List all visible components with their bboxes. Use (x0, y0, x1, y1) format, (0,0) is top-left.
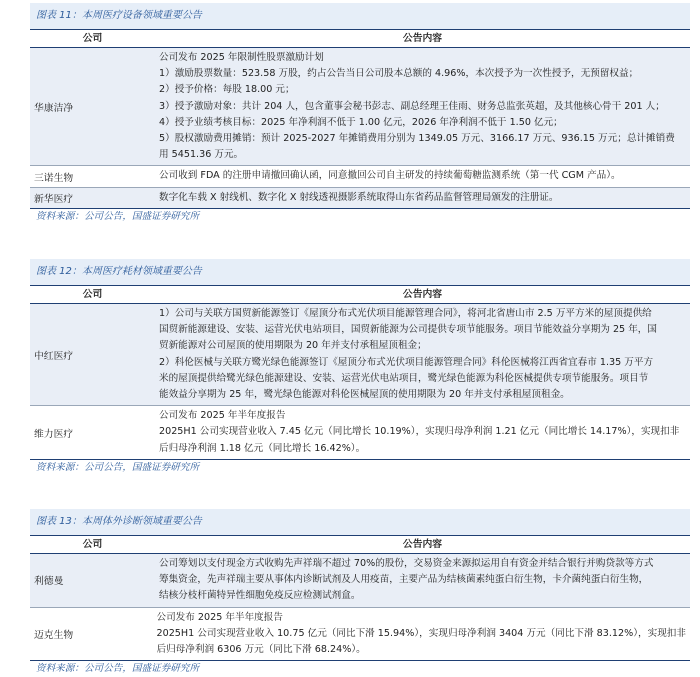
company-name: 迈克生物 (34, 629, 74, 641)
content-line: 公司发布 2025 年半年度报告 (159, 410, 286, 422)
figure-title: 图表 11：本周医疗设备领域重要公告 (30, 3, 690, 29)
announcement-content (155, 48, 690, 165)
figure-title: 图表 13：本周体外诊断领域重要公告 (30, 509, 690, 535)
announcement-content (155, 304, 690, 405)
content-line: 后归母净利润 1.18 亿元（同比增长 16.42%）。 (159, 442, 366, 454)
content-line: 2025H1 公司实现营业收入 7.45 亿元（同比增长 10.19%），实现归母净利润 1.21 亿元（同比增长 14.17%），实现扣非 (159, 426, 680, 438)
content-line: 2）授予价格：每股 18.00 元； (159, 84, 295, 96)
content-line: 结核分枝杆菌特异性细胞免疫反应检测试剂盒。 (159, 590, 361, 602)
announcement-content (155, 166, 690, 186)
announcement-content (155, 188, 690, 208)
section-ivd (30, 509, 690, 677)
table-header (30, 30, 690, 48)
table-row (30, 554, 690, 607)
company-name: 维力医疗 (34, 428, 74, 440)
announcement-table (30, 535, 690, 661)
source-note: 资料来源：公司公告，国盛证券研究所 (36, 663, 200, 675)
content-line: 数字化车载 X 射线机、数字化 X 射线透视摄影系统取得山东省药品监督管理局颁发的注册证。 (159, 191, 559, 203)
header-company: 公司 (82, 539, 103, 550)
content-line: 公司筹划以支付现金方式收购先声祥瑞不超过 70%的股份，交易资金来源拟运用自有资金并结合银行并购贷款等方式 (159, 558, 654, 569)
content-line: 4）授予业绩考核目标：2025 年净利润不低于 1.00 亿元，2026 年净利润不低于 1.50 亿元； (159, 116, 563, 128)
content-line: 2）科伦医械与关联方鹭光绿色能源签订《屋顶分布式光伏项目能源管理合同》科伦医械将江西省宜春市 1.35 万平方 (159, 356, 654, 368)
content-line: 公司发布 2025 年半年度报告 (156, 611, 283, 623)
company-name: 利德曼 (34, 576, 64, 588)
table-row (30, 405, 690, 459)
section-medical-devices (30, 3, 690, 225)
content-line: 公司发布 2025 年限制性股票激励计划 (159, 52, 324, 63)
table-row (30, 187, 690, 208)
table-header (30, 286, 690, 304)
content-line: 2025H1 公司实现营业收入 10.75 亿元（同比下滑 15.94%），实现归母净利润 3404 万元（同比下滑 83.12%），实现扣非 (156, 627, 686, 639)
company-name: 三诺生物 (34, 172, 74, 184)
content-line: 后归母净利润 6306 万元（同比下滑 68.24%）。 (156, 644, 366, 656)
content-line: 米的屋顶提供给鹭光绿色能源建设、安装、运营光伏电站项目，鹭光绿色能源为科伦医械提供专项节能服务。项目节 (159, 372, 649, 384)
section-medical-consumables (30, 259, 690, 476)
content-line: 筹集资金，先声祥瑞主要从事体内诊断试剂及人用疫苗，主要产品为结核菌素纯蛋白衍生物，卡介菌纯蛋白衍生物， (159, 574, 649, 586)
company-name: 新华医疗 (34, 193, 74, 205)
content-line: 1）公司与关联方国贸新能源签订《屋顶分布式光伏项目能源管理合同》，将河北省唐山市 2.5 万平方米的屋顶提供给 (159, 308, 652, 319)
content-line: 贸新能源对公司屋顶的使用期限为 20 年并支付承租屋顶租金； (159, 340, 427, 352)
table-row (30, 304, 690, 405)
content-line: 用 5451.36 万元。 (159, 149, 244, 161)
content-line: 能效益分享期为 25 年，鹭光绿色能源对科伦医械屋顶的使用期限为 20 年并支付承租屋顶租金。 (159, 389, 570, 401)
company-name: 华康洁净 (34, 102, 74, 114)
source-note: 资料来源：公司公告，国盛证券研究所 (36, 461, 200, 473)
announcement-content (155, 554, 690, 607)
announcement-content (153, 608, 691, 661)
content-line: 3）授予激励对象：共计 204 人，包含董事会秘书彭志、副总经理王佳雨、财务总监张英超，及其他核心骨干 201 人； (159, 100, 665, 112)
header-company: 公司 (82, 33, 103, 44)
content-line: 公司收到 FDA 的注册申请撤回确认函，同意撤回公司自主研发的持续葡萄糖监测系统（第一代 CGM 产品）。 (159, 170, 621, 182)
header-content: 公告内容 (402, 539, 443, 550)
table-row (30, 165, 690, 186)
table-row (30, 607, 690, 661)
source-note: 资料来源：公司公告，国盛证券研究所 (36, 210, 200, 222)
header-content: 公告内容 (402, 289, 443, 300)
figure-title: 图表 12：本周医疗耗材领域重要公告 (30, 259, 690, 285)
content-line: 国贸新能源建设、安装、运营光伏电站项目，国贸新能源为公司提供专项节能服务。项目节能效益分享期为 25 年，国 (159, 324, 657, 336)
content-line: 1）激励股票数量：523.58 万股，约占公告当日公司股本总额的 4.96%，本次授予为一次性授予，无预留权益； (159, 68, 639, 80)
header-content: 公告内容 (402, 33, 443, 44)
header-company: 公司 (82, 289, 103, 300)
announcement-content (155, 406, 690, 459)
table-row (30, 48, 690, 165)
table-header (30, 536, 690, 554)
announcement-table (30, 29, 690, 209)
content-line: 5）股权激励费用摊销：预计 2025-2027 年摊销费用分别为 1349.05 万元、3166.17 万元、936.15 万元；总计摊销费 (159, 133, 675, 145)
announcement-table (30, 285, 690, 460)
company-name: 中红医疗 (34, 350, 74, 362)
